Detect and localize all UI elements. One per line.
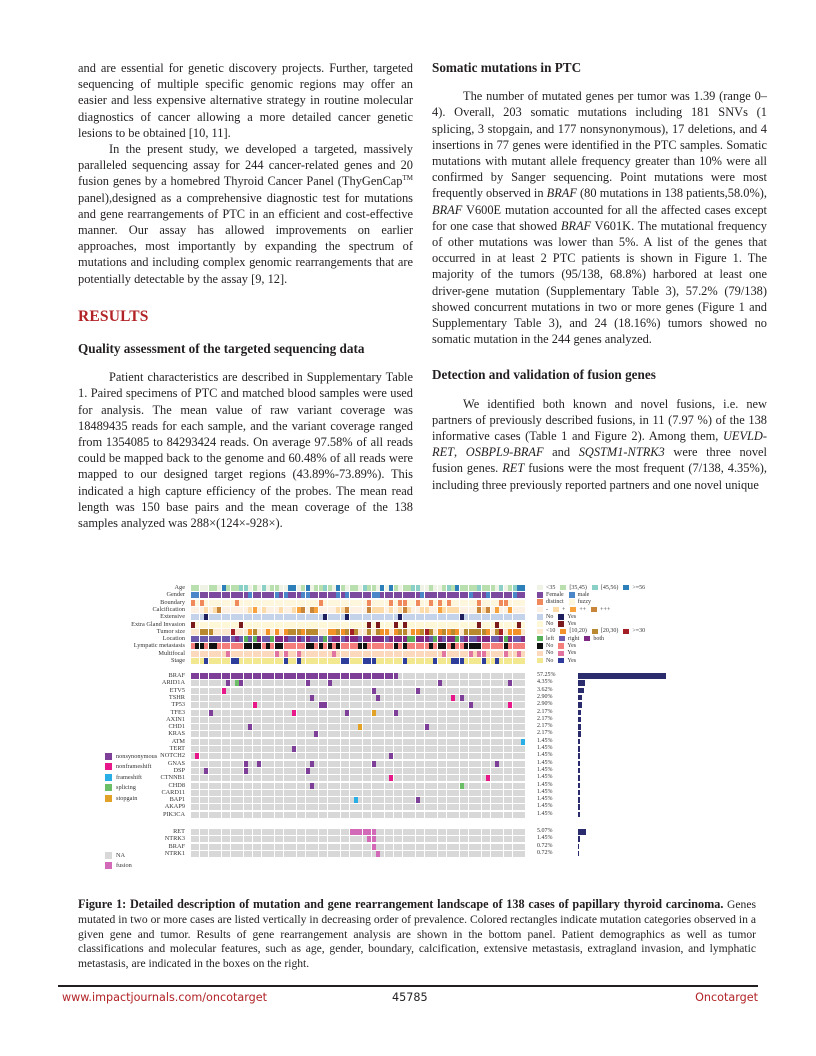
legend-item: +++	[591, 607, 610, 613]
legend-swatch-icon	[570, 607, 576, 613]
mutation-frequency-bar	[578, 739, 580, 745]
somatic-paragraph: The number of mutated genes per tumor was 1.39 (range 0–4). Overall, 203 somatic mutations including 181 SNVs (1 splicing, 3 stopgain, and 177 nonsynonymous), 17 deletions, and 4 insertions in 77 genes were identified in the PTC samples. Somatic mutations with mutant allele frequency greater than 10% were all confirmed by Sanger sequencing. Point mutations were most frequently observed in BRAF (80 mutations in 138 patients,58.0%), BRAF V600E mutation accounted for all the affected cases except for one case that showed BRAF V601K. The mutational frequency of other mutations was lower than 5%. A list of the genes that occurred in at least 2 PTC patients is shown in Figure 1. The majority of the tumors (95/138, 68.8%) harbored at least one driver-gene mutation (Supplementary Table 3), 57.2% (79/138) showed concurrent mutations in two or more genes (Figure 1 and Supplementary Table 3), and 24 (18.16%) tumors showed no somatic mutation in the 244 genes analyzed.	[432, 89, 768, 347]
mutation-row	[191, 710, 526, 716]
annotation-label-stage: Stage	[171, 657, 185, 664]
fusion-heading: Detection and validation of fusion genes	[432, 367, 656, 383]
legend-item: No	[537, 614, 553, 620]
mutation-row	[191, 768, 526, 774]
legend-swatch-icon	[537, 629, 543, 635]
annotation-legend-row	[537, 584, 650, 591]
mutation-frequency-label: 1.45%	[537, 803, 553, 810]
annotation-row	[191, 658, 526, 664]
gene-label-ctnnb1: CTNNB1	[160, 774, 185, 782]
annotation-label-age: Age	[174, 584, 185, 591]
gene-label-akap9: AKAP9	[164, 803, 185, 811]
legend-swatch-icon	[537, 599, 543, 605]
fusion-frequency-label: 1.45%	[537, 835, 553, 842]
legend-swatch-icon	[537, 658, 543, 664]
annotation-label-extensive: Extensive	[160, 613, 185, 621]
legend-item: -	[537, 607, 548, 613]
mutation-row	[191, 746, 526, 752]
legend-swatch-icon	[105, 795, 112, 802]
gene-label-etv5: ETV5	[169, 686, 185, 694]
mutation-row	[191, 783, 526, 789]
mutation-legend-stopgain: stopgain	[105, 793, 157, 804]
gene-label-arid1a: ARID1A	[161, 679, 185, 687]
legend-item: No	[537, 621, 553, 627]
annotation-label-extra-gland-invasion: Extra Gland Invasion	[131, 620, 185, 628]
gene-label-kras: KRAS	[168, 730, 185, 738]
annotation-legend-row	[537, 650, 581, 657]
mutation-frequency-label: 2.90%	[537, 693, 553, 700]
annotation-label-location: Location	[162, 635, 185, 643]
fusion-legend	[105, 850, 132, 870]
annotation-legend-row	[537, 621, 581, 628]
fusion-paragraph: We identified both known and novel fusions, i.e. new partners of previously described fusions, in 11 (7.97 %) of the 138 informative cases (Table 1 and Figure 2). Among them, UEVLD-RET, OSBPL9-BRAF and SQSTM1-NTRK3 were three novel fusion genes. RET fusions were the most frequent (7/138, 4.35%), including three previously reported partners and one novel unique	[432, 396, 767, 492]
mutation-frequency-bar	[578, 783, 580, 789]
fusion-frequency-label: 5.07%	[537, 828, 553, 834]
gene-label-chd1: CHD1	[168, 723, 185, 731]
legend-item: [35,45)	[560, 585, 587, 591]
legend-swatch-icon	[537, 643, 543, 649]
legend-item: +	[553, 607, 565, 613]
fusion-frequency-bar	[578, 836, 580, 842]
annotation-label-multifocal: Multifocal	[158, 649, 185, 657]
legend-item: male	[569, 592, 590, 598]
row-labels	[60, 583, 185, 888]
legend-item: No	[537, 658, 553, 664]
mutation-frequency-label: 2.17%	[537, 715, 553, 722]
legend-swatch-icon	[569, 592, 575, 598]
mutation-row	[191, 688, 526, 694]
mutation-frequency-bar	[578, 673, 666, 679]
oncoprint-figure	[60, 583, 760, 888]
legend-swatch-icon	[105, 852, 112, 859]
annotation-label-boundary: Boundary	[160, 598, 185, 606]
gene-label-tfe3: TFE3	[170, 708, 185, 716]
mutation-row	[191, 702, 526, 708]
annotation-label-tumor-size: Tumor size	[156, 627, 185, 635]
fusion-gene-label-ntrk1: NTRK1	[164, 849, 185, 857]
mutation-row	[191, 739, 526, 745]
gene-label-notch2: NOTCH2	[160, 752, 185, 760]
legend-item: >=56	[623, 585, 645, 591]
annotation-row	[191, 585, 526, 591]
legend-swatch-icon	[537, 614, 543, 620]
footer-divider	[58, 985, 758, 987]
gene-label-braf: BRAF	[168, 672, 185, 679]
mutation-frequency-label: 1.45%	[537, 737, 553, 744]
fusion-legend-fusion: fusion	[105, 860, 132, 870]
fusion-gene-label-ntrk3: NTRK3	[164, 835, 185, 843]
gene-label-chd8: CHD8	[168, 781, 185, 789]
mutation-frequency-bar	[578, 804, 580, 810]
mutation-frequency-bar	[578, 797, 580, 803]
mutation-frequency-bar	[578, 746, 580, 752]
legend-swatch-icon	[558, 614, 564, 620]
annotation-row	[191, 592, 526, 598]
mutation-frequency-bar	[578, 768, 580, 774]
mutation-frequency-bar	[578, 702, 582, 708]
fusion-frequency-bar	[578, 829, 586, 835]
legend-swatch-icon	[553, 607, 559, 613]
mutation-row	[191, 804, 526, 810]
legend-item: [45,56)	[592, 585, 619, 591]
mutation-frequency-label: 2.17%	[537, 708, 553, 715]
fusion-gene-label-braf: BRAF	[168, 842, 185, 850]
legend-swatch-icon	[560, 585, 566, 591]
gene-label-axin1: AXIN1	[166, 715, 185, 723]
right-column	[432, 60, 767, 493]
annotation-legend-row	[537, 628, 650, 635]
legend-swatch-icon	[105, 774, 112, 781]
fusion-frequency-label: 0.72%	[537, 849, 553, 856]
mutation-row	[191, 680, 526, 686]
mutation-legend-nonframeshift: nonframeshift	[105, 762, 157, 773]
study-paragraph: In the present study, we developed a targeted, massively paralleled sequencing assay for 244 cancer-related genes and 20 fusion genes by a homebred Thyroid Cancer Panel (ThyGenCap™ panel),designed as a comprehensive diagnostic test for mutations and gene rearrangements of PTC in an efficient and cost-effective manner. Our assay has allowed improvements on earlier approaches, most importantly by expanding the spectrum of mutations and including complex genomic rearrangements that are potentially detectable by the assay [9, 12].	[78, 142, 413, 286]
mutation-frequency-label: 1.45%	[537, 788, 553, 795]
mutation-frequency-label: 3.62%	[537, 686, 553, 693]
legend-swatch-icon	[537, 607, 543, 613]
legend-swatch-icon	[623, 629, 629, 635]
mutation-row	[191, 753, 526, 759]
mutation-row	[191, 731, 526, 737]
legend-item: right	[559, 636, 579, 642]
intro-paragraph: and are essential for genetic discovery projects. Further, targeted sequencing of multiple specific genomic regions may offer an easier and less expensive alternative strategy in routine molecular diagnostics of cancer allowing a more detailed cancer genetic lesions to be obtained [10, 11].	[78, 61, 413, 140]
gene-label-bap1: BAP1	[169, 796, 185, 804]
legend-swatch-icon	[584, 636, 590, 642]
somatic-heading: Somatic mutations in PTC	[432, 60, 582, 75]
mutation-frequency-bar	[578, 731, 581, 737]
annotation-legend-row	[537, 635, 609, 642]
annotation-label-lympatic-metastasis: Lympatic metastasis	[133, 642, 185, 650]
quality-heading: Quality assessment of the targeted sequencing data	[78, 341, 365, 357]
mutation-frequency-bar	[578, 753, 580, 759]
mutation-row	[191, 695, 526, 701]
mutation-frequency-label: 2.17%	[537, 730, 553, 737]
gene-label-gnas: GNAS	[167, 759, 185, 767]
mutation-type-legend	[105, 751, 157, 804]
legend-item: No	[537, 643, 553, 649]
fusion-gene-label-ret: RET	[173, 828, 185, 835]
legend-swatch-icon	[558, 651, 564, 657]
legend-item: <10	[537, 628, 555, 634]
annotation-row	[191, 651, 526, 657]
mutation-frequency-bar	[578, 812, 580, 818]
legend-swatch-icon	[623, 585, 629, 591]
legend-item: No	[537, 650, 553, 656]
left-column	[78, 60, 413, 531]
legend-item: [10,20)	[560, 628, 587, 634]
mutation-row	[191, 724, 526, 730]
journal-name: Oncotarget	[695, 991, 758, 1004]
gene-label-dsp: DSP	[173, 766, 185, 774]
mutation-legend-nonsynonymous: nonsynonymous	[105, 751, 157, 762]
annotation-row	[191, 643, 526, 649]
annotation-legend-row	[537, 613, 581, 620]
legend-item: >=30	[623, 628, 645, 634]
annotation-legend-row	[537, 657, 581, 664]
legend-swatch-icon	[537, 585, 543, 591]
legend-item: Yes	[558, 650, 576, 656]
gene-label-tp53: TP53	[171, 701, 185, 709]
legend-item: left	[537, 636, 554, 642]
mutation-frequency-label: 1.45%	[537, 796, 553, 803]
mutation-frequency-bar	[578, 724, 581, 730]
legend-swatch-icon	[537, 651, 543, 657]
fusion-frequency-label: 0.72%	[537, 842, 553, 849]
mutation-row	[191, 812, 526, 818]
mutation-frequency-bar	[578, 717, 581, 723]
legend-swatch-icon	[569, 599, 575, 605]
annotation-row	[191, 629, 526, 635]
gene-label-tert: TERT	[169, 745, 185, 752]
legend-item: Yes	[558, 621, 576, 627]
mutation-row	[191, 775, 526, 781]
annotation-label-calcification: Calcification	[152, 605, 185, 613]
mutation-legend-splicing: splicing	[105, 783, 157, 794]
fusion-frequency-bar	[578, 851, 579, 857]
legend-swatch-icon	[105, 763, 112, 770]
legend-swatch-icon	[591, 607, 597, 613]
mutation-frequency-label: 1.45%	[537, 781, 553, 788]
mutation-row	[191, 797, 526, 803]
annotation-legend-row	[537, 591, 594, 598]
mutation-frequency-label: 1.45%	[537, 745, 553, 751]
mutation-frequency-bar	[578, 761, 580, 767]
quality-paragraph: Patient characteristics are described in Supplementary Table 1. Paired specimens of PTC and matched blood samples were used for analysis. The mean value of raw variant coverage was 18489435 reads for each sample, and the variant coverage ranged from 1354085 to 84293424 reads. On average 97.58% of all reads could be mapped back to the genome and 60.48% of all reads were mapped to our designed target regions (43.89%-73.89%). This indicated a high capture efficiency of the probes. The mean read length was 150 base pairs and the mean coverage of the 138 samples analyzed was 288×(124×-928×).	[78, 370, 413, 531]
legend-item: [20,30)	[592, 628, 619, 634]
fusion-legend-na: NA	[105, 850, 132, 860]
legend-swatch-icon	[537, 636, 543, 642]
page-number: 45785	[392, 991, 428, 1004]
results-heading: RESULTS	[78, 307, 149, 325]
mutation-row	[191, 717, 526, 723]
mutation-frequency-bar	[578, 775, 580, 781]
legend-swatch-icon	[560, 629, 566, 635]
legend-item: fuzzy	[569, 599, 591, 605]
fusion-row	[191, 851, 526, 857]
annotation-row	[191, 607, 526, 613]
mutation-frequency-bar	[578, 688, 584, 694]
mutation-frequency-label: 2.17%	[537, 723, 553, 730]
legend-swatch-icon	[537, 621, 543, 627]
mutation-frequency-label: 1.45%	[537, 766, 553, 773]
annotation-row	[191, 600, 526, 606]
annotation-legend-row	[537, 599, 596, 606]
gene-label-atm: ATM	[171, 737, 185, 745]
gene-label-card11: CARD11	[161, 788, 185, 796]
fusion-row	[191, 844, 526, 850]
mutation-frequency-label: 1.45%	[537, 752, 553, 759]
fusion-frequency-bar	[578, 844, 579, 850]
mutation-frequency-label: 2.90%	[537, 701, 553, 708]
legend-item: Yes	[558, 643, 576, 649]
legend-item: <35	[537, 585, 555, 591]
mutation-frequency-label: 1.45%	[537, 774, 553, 781]
mutation-frequency-bar	[578, 790, 580, 796]
mutation-frequency-bar	[578, 695, 582, 701]
mutation-row	[191, 673, 526, 679]
legend-swatch-icon	[558, 658, 564, 664]
gene-label-tshr: TSHR	[168, 693, 185, 701]
annotation-row	[191, 622, 526, 628]
legend-swatch-icon	[592, 629, 598, 635]
legend-swatch-icon	[105, 862, 112, 869]
legend-swatch-icon	[105, 784, 112, 791]
mutation-frequency-label: 1.45%	[537, 759, 553, 766]
fusion-row	[191, 829, 526, 835]
legend-swatch-icon	[537, 592, 543, 598]
annotation-label-gender: Gender	[166, 591, 185, 599]
figure-caption	[78, 897, 756, 972]
legend-item: distinct	[537, 599, 564, 605]
annotation-row	[191, 614, 526, 620]
mutation-frequency-label: 4.35%	[537, 679, 553, 686]
legend-item: both	[584, 636, 604, 642]
annotation-row	[191, 636, 526, 642]
legend-swatch-icon	[559, 636, 565, 642]
legend-item: Female	[537, 592, 564, 598]
legend-item: Yes	[558, 658, 576, 664]
gene-label-pik3ca: PIK3CA	[162, 810, 185, 818]
mutation-frequency-bar	[578, 710, 581, 716]
annotation-legend-row	[537, 642, 581, 649]
mutation-row	[191, 790, 526, 796]
journal-url-link[interactable]: www.impactjournals.com/oncotarget	[62, 991, 267, 1004]
legend-swatch-icon	[592, 585, 598, 591]
mutation-frequency-label: 57.25%	[537, 672, 556, 678]
annotation-legend-row	[537, 606, 615, 613]
legend-item: Yes	[558, 614, 576, 620]
mutation-legend-frameshift: frameshift	[105, 772, 157, 783]
caption-text: Genes mutated in two or more cases are listed vertically in decreasing order of prevalence. Colored rectangles indicate mutation categories observed in a given gene and tumor. Results of gene rearrangement analysis are shown in the bottom panel. Patient demographics as well as tumor classifications and molecular features, such as age, gender, boundary, calcification, extensive metastasis, extragland invasion, and lymphatic metastasis, are indicated in the boxes on the right.	[78, 898, 757, 971]
legend-swatch-icon	[558, 621, 564, 627]
fusion-row	[191, 836, 526, 842]
caption-title: Figure 1: Detailed description of mutation and gene rearrangement landscape of 138 cases of papillary thyroid carcinoma.	[78, 897, 724, 911]
mutation-frequency-label: 1.45%	[537, 810, 553, 817]
mutation-frequency-bar	[578, 680, 585, 686]
legend-swatch-icon	[105, 753, 112, 760]
legend-item: ++	[570, 607, 586, 613]
legend-swatch-icon	[558, 643, 564, 649]
mutation-row	[191, 761, 526, 767]
